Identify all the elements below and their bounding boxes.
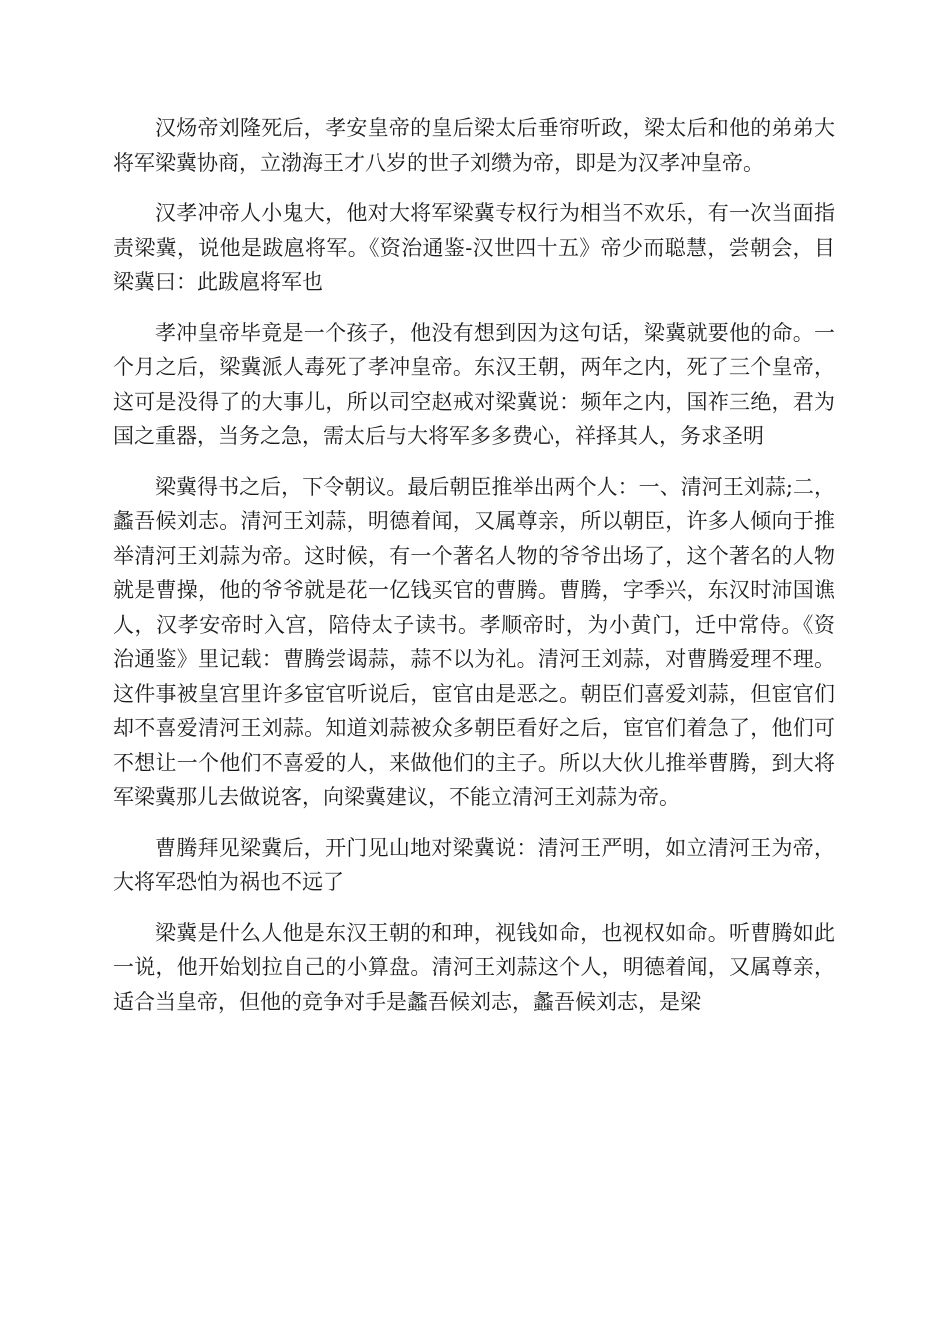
paragraph-3: 孝冲皇帝毕竟是一个孩子，他没有想到因为这句话，梁冀就要他的命。一个月之后，梁冀派人毒死了孝冲皇帝。东汉王朝，两年之内，死了三个皇帝，这可是没得了的大事儿，所以司空赵戒对梁冀说：频年之内，国祚三绝，君为国之重器，当务之急，需太后与大将军多多费心，祥择其人，务求圣明 <box>113 320 835 448</box>
paragraph-2: 汉孝冲帝人小鬼大，他对大将军梁冀专权行为相当不欢乐，有一次当面指责梁冀，说他是跋扈将军。《资治通鉴-汉世四十五》帝少而聪慧，尝朝会，目梁冀曰：此跋扈将军也 <box>113 201 835 294</box>
paragraph-1: 汉炀帝刘隆死后，孝安皇帝的皇后梁太后垂帘听政，梁太后和他的弟弟大将军梁冀协商，立渤海王才八岁的世子刘缵为帝，即是为汉孝冲皇帝。 <box>113 116 835 175</box>
paragraph-4: 梁冀得书之后，下令朝议。最后朝臣推举出两个人：一、清河王刘蒜;二，蠡吾候刘志。清河王刘蒜，明德着闻，又属尊亲，所以朝臣，许多人倾向于推举清河王刘蒜为帝。这时候，有一个著名人物的爷爷出场了，这个著名的人物就是曹操，他的爷爷就是花一亿钱买官的曹腾。曹腾，字季兴，东汉时沛国谯人，汉孝安帝时入宫，陪侍太子读书。孝顺帝时，为小黄门，迁中常侍。《资治通鉴》里记载：曹腾尝谒蒜，蒜不以为礼。清河王刘蒜，对曹腾爱理不理。这件事被皇宫里许多宦官听说后，宦官由是恶之。朝臣们喜爱刘蒜，但宦官们却不喜爱清河王刘蒜。知道刘蒜被众多朝臣看好之后，宦官们着急了，他们可不想让一个他们不喜爱的人，来做他们的主子。所以大伙儿推举曹腾，到大将军梁冀那儿去做说客，向梁冀建议，不能立清河王刘蒜为帝。 <box>113 474 835 809</box>
paragraph-5: 曹腾拜见梁冀后，开门见山地对梁冀说：清河王严明，如立清河王为帝，大将军恐怕为祸也不远了 <box>113 835 835 894</box>
paragraph-6: 梁冀是什么人他是东汉王朝的和珅，视钱如命，也视权如命。听曹腾如此一说，他开始划拉自己的小算盘。清河王刘蒜这个人，明德着闻，又属尊亲，适合当皇帝，但他的竞争对手是蠡吾候刘志，蠡吾候刘志，是梁 <box>113 920 835 1014</box>
document-page <box>113 111 835 1035</box>
